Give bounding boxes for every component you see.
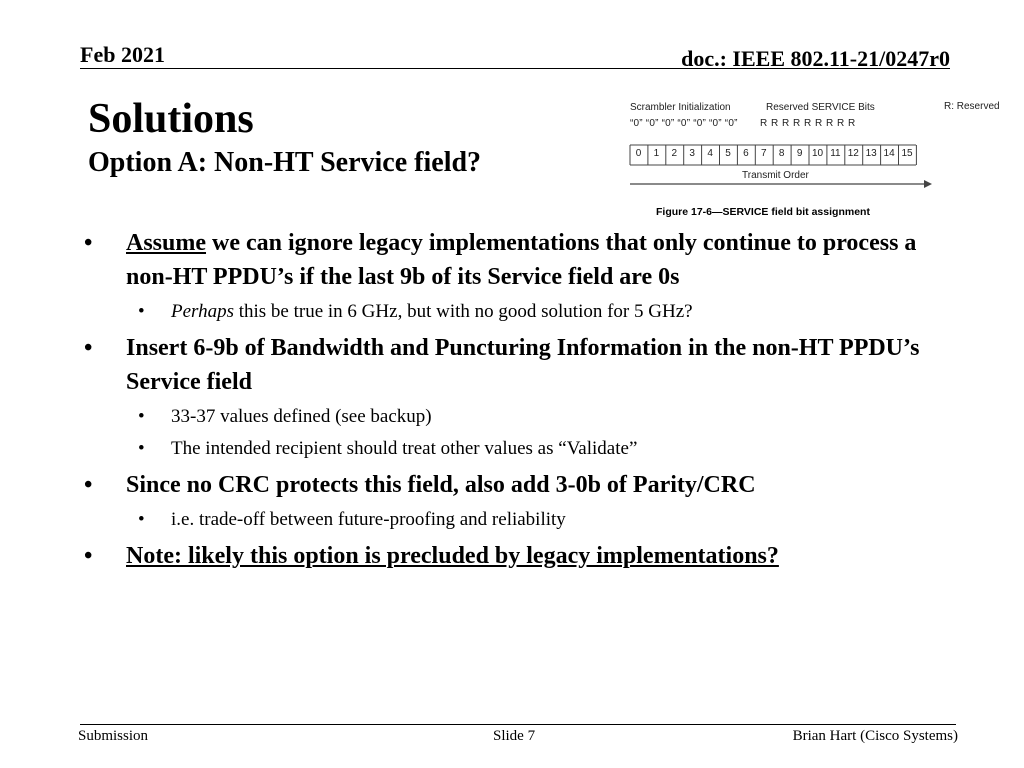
sub-bullet-perhaps-text: this be true in 6 GHz, but with no good solution for 5 GHz? [233, 301, 693, 322]
bullet-assume-keyword: Assume [126, 230, 207, 256]
bullet-assume [84, 226, 964, 294]
bullet-insert [84, 331, 964, 399]
sub-bullet-marker: • [138, 406, 145, 427]
transmit-order-arrow-head [924, 180, 932, 188]
bit-number: 2 [671, 148, 678, 159]
bullet-note [84, 539, 964, 573]
figure-caption: Figure 17-6—SERVICE field bit assignment [656, 206, 870, 218]
footer-divider [80, 724, 956, 725]
sub-bullet-perhaps [84, 299, 964, 325]
sub-bullet-marker: • [138, 438, 145, 459]
bit-number: 10 [811, 148, 824, 159]
sub-bullet-marker: • [138, 509, 145, 530]
sub-bullet-marker: • [138, 301, 145, 322]
transmit-order-label: Transmit Order [742, 170, 809, 181]
bullet-note-text: Note: likely this option is precluded by legacy implementations? [126, 543, 779, 569]
bit-number: 12 [847, 148, 859, 159]
bit-number: 8 [778, 148, 785, 159]
bit-number: 3 [689, 148, 695, 159]
bit-number: 7 [761, 148, 767, 159]
sub-bullet-values-text: 33-37 values defined (see backup) [171, 406, 432, 427]
slide-title: Solutions [88, 96, 254, 142]
bit-number: 4 [707, 148, 713, 159]
footer-submission: Submission [78, 728, 149, 744]
header-date: Feb 2021 [80, 42, 165, 67]
bit-number: 9 [796, 148, 803, 159]
service-field-figure [626, 98, 1008, 222]
bit-number: 14 [883, 148, 895, 159]
bullet-marker: • [84, 335, 93, 361]
sub-bullet-validate-text: The intended recipient should treat other values as “Validate” [171, 438, 638, 459]
bullet-assume-text: we can ignore legacy implementations that only continue to process a non-HT PPDU’s if the last 9b of its Service field are 0s [126, 230, 917, 290]
bit-number: 15 [901, 148, 913, 159]
bullet-marker: • [84, 472, 93, 498]
sub-bullet-tradeoff [84, 507, 964, 533]
reserved-legend: R: Reserved [944, 101, 1000, 112]
bullet-insert-text: Insert 6-9b of Bandwidth and Puncturing Information in the non-HT PPDU’s Service field [126, 335, 920, 395]
bullet-marker: • [84, 230, 93, 256]
scrambler-label: Scrambler Initialization [630, 102, 731, 113]
sub-bullet-validate [84, 436, 964, 462]
header-doc-id: doc.: IEEE 802.11-21/0247r0 [681, 46, 950, 71]
bit-number: 0 [635, 148, 642, 159]
service-field-diagram [626, 98, 1008, 222]
bit-number: 1 [653, 148, 660, 159]
bit-number: 5 [725, 148, 731, 159]
bit-number: 6 [743, 148, 749, 159]
scrambler-bit-values: “0” “0” “0” “0” “0” “0” “0” [630, 118, 738, 129]
sub-bullet-tradeoff-text: i.e. trade-off between future-proofing and reliability [171, 509, 566, 530]
sub-bullet-perhaps-keyword: Perhaps [171, 301, 234, 322]
bullet-list [84, 226, 964, 578]
footer-author: Brian Hart (Cisco Systems) [792, 728, 958, 744]
sub-bullet-values [84, 404, 964, 430]
reserved-bits-label: Reserved SERVICE Bits [766, 102, 875, 113]
footer-slide-number: Slide 7 [493, 728, 536, 744]
header-divider [80, 68, 950, 69]
bit-number: 13 [865, 148, 877, 159]
bullet-crc [84, 468, 964, 502]
bit-number: 11 [830, 148, 841, 159]
slide-subtitle: Option A: Non-HT Service field? [88, 147, 482, 178]
bullet-marker: • [84, 543, 93, 569]
bullet-crc-text: Since no CRC protects this field, also add 3-0b of Parity/CRC [126, 472, 756, 498]
reserved-bit-values: R R R R R R R R R [760, 118, 856, 129]
